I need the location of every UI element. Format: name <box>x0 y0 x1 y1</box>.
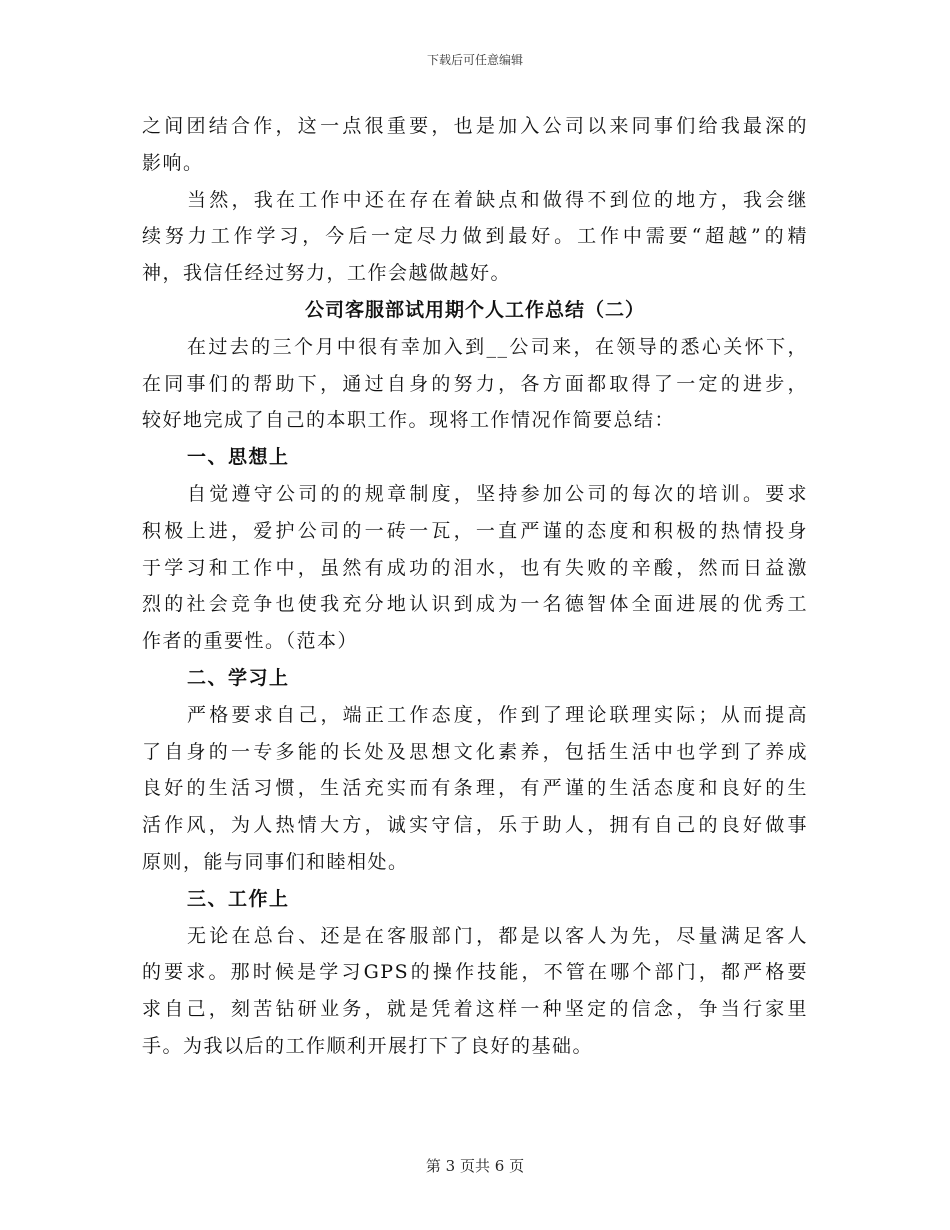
paragraph-line: 良好的生活习惯，生活充实而有条理，有严谨的生活态度和良好的生 <box>142 777 808 800</box>
paragraph-line: 手。为我以后的工作顺利开展打下了良好的基础。 <box>142 1034 594 1057</box>
section-title: 公司客服部试用期个人工作总结（二） <box>304 298 645 321</box>
paragraph-line: 在同事们的帮助下，通过自身的努力，各方面都取得了一定的进步， <box>142 372 808 395</box>
subheading-thought: 一、思想上 <box>187 446 290 469</box>
paragraph-line: 自觉遵守公司的的规章制度，坚持参加公司的每次的培训。要求 <box>187 482 808 505</box>
paragraph-line: 神，我信任经过努力，工作会越做越好。 <box>142 262 512 285</box>
paragraph-line: 无论在总台、还是在客服部门，都是以客人为先，尽量满足客人 <box>187 924 808 947</box>
subheading-work: 三、工作上 <box>187 887 290 910</box>
paragraph-line: 烈的社会竞争也使我充分地认识到成为一名德智体全面进展的优秀工 <box>142 593 808 616</box>
page-header: 下载后可任意编辑 <box>426 53 523 67</box>
paragraph-line: 积极上进，爱护公司的一砖一瓦，一直严谨的态度和积极的热情投身 <box>142 519 808 542</box>
paragraph-line: 严格要求自己，端正工作态度，作到了理论联理实际；从而提高 <box>187 703 808 726</box>
page-number: 第 3 页共 6 页 <box>425 1157 525 1175</box>
paragraph-line: 求自己，刻苦钻研业务，就是凭着这样一种坚定的信念，争当行家里 <box>142 998 808 1021</box>
subheading-study: 二、学习上 <box>187 666 290 689</box>
paragraph-line: 原则，能与同事们和睦相处。 <box>142 850 409 873</box>
paragraph-line: 作者的重要性。（范本） <box>142 630 359 653</box>
paragraph-line: 的要求。那时候是学习GPS的操作技能，不管在哪个部门，都严格要 <box>142 961 808 984</box>
paragraph-line: 当然，我在工作中还在存在着缺点和做得不到位的地方，我会继 <box>187 188 808 211</box>
paragraph-line: 活作风，为人热情大方，诚实守信，乐于助人，拥有自己的良好做事 <box>142 814 808 837</box>
paragraph-line: 之间团结合作，这一点很重要，也是加入公司以来同事们给我最深的 <box>142 115 808 137</box>
paragraph-line: 于学习和工作中，虽然有成功的泪水，也有失败的辛酸，然而日益激 <box>142 556 808 579</box>
paragraph-line: 影响。 <box>142 151 204 174</box>
paragraph-line: 在过去的三个月中很有幸加入到__公司来，在领导的悉心关怀下， <box>187 335 808 358</box>
paragraph-line: 了自身的一专多能的长处及思想文化素养，包括生活中也学到了养成 <box>142 740 808 763</box>
document-body <box>142 108 808 1065</box>
paragraph-line: 较好地完成了自己的本职工作。现将工作情况作简要总结： <box>142 409 676 432</box>
paragraph-line: 续努力工作学习，今后一定尽力做到最好。工作中需要“超越”的精 <box>142 225 808 248</box>
